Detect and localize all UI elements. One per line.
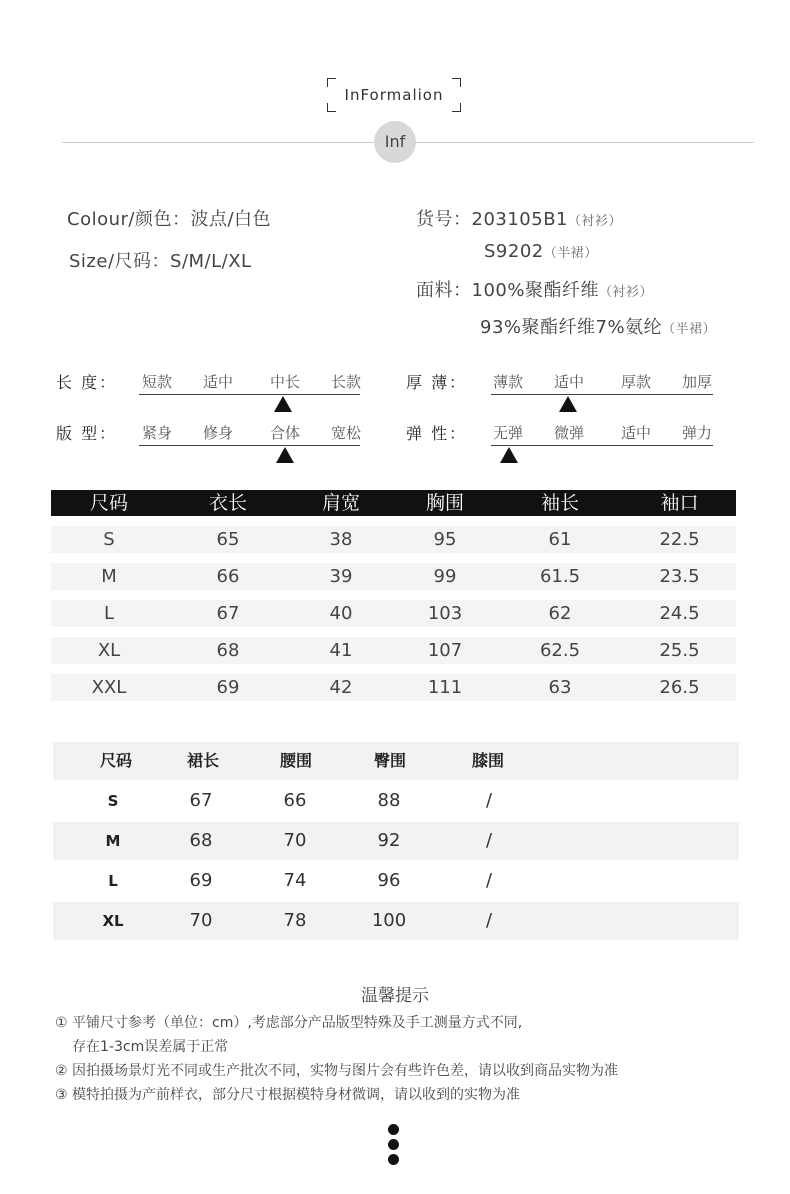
table-cell: 65 — [216, 529, 240, 550]
item-number-shirt: 203105B1 — [471, 209, 569, 230]
fit-scale-line — [139, 445, 360, 446]
elasticity-option: 微弹 — [553, 424, 584, 442]
table-cell: M — [105, 832, 121, 850]
thickness-scale-line — [491, 394, 713, 395]
table-cell: 38 — [329, 529, 353, 550]
table-cell: / — [485, 910, 493, 931]
fabric-skirt-note: （半裙） — [662, 322, 717, 337]
table-cell: M — [101, 566, 117, 587]
length-option: 中长 — [269, 373, 300, 391]
table-cell: 61 — [548, 529, 572, 550]
table-cell: 78 — [283, 910, 307, 931]
item-number-label: 货号： — [416, 209, 472, 230]
fabric-shirt: 100%聚酯纤维 — [471, 280, 599, 301]
fabric-skirt: 93%聚酯纤维7%氨纶 — [480, 317, 663, 338]
table-header-row — [51, 490, 736, 516]
thickness-option: 薄款 — [492, 373, 523, 391]
table-cell: 100 — [371, 910, 407, 931]
table-cell: 107 — [427, 640, 463, 661]
column-header: 袖口 — [660, 492, 699, 514]
table-cell: / — [485, 830, 493, 851]
table-row — [51, 563, 736, 590]
elasticity-label: 弹 性： — [406, 424, 468, 443]
tips-title: 温馨提示 — [361, 986, 429, 1006]
table-cell: 41 — [329, 640, 353, 661]
table-cell: 66 — [283, 790, 307, 811]
table-cell: 40 — [329, 603, 353, 624]
fit-option: 宽松 — [330, 424, 361, 442]
table-cell: 39 — [329, 566, 353, 587]
table-cell: 68 — [189, 830, 213, 851]
table-cell: 68 — [216, 640, 240, 661]
column-header: 腰围 — [279, 751, 312, 770]
table-cell: 69 — [216, 677, 240, 698]
colour-info: Colour/颜色：波点/白色 — [67, 209, 272, 230]
item-number-shirt-note: （衬衫） — [568, 214, 623, 229]
table-cell: 99 — [433, 566, 457, 587]
item-number-line-1 — [416, 205, 622, 231]
table-cell: 63 — [548, 677, 572, 698]
fit-option: 合体 — [269, 424, 300, 442]
table-row — [51, 637, 736, 664]
tip-line: 存在1-3cm误差属于正常 — [72, 1039, 229, 1055]
table-cell: / — [485, 790, 493, 811]
table-cell: 103 — [427, 603, 463, 624]
column-header: 衣长 — [208, 492, 247, 514]
table-cell: 96 — [377, 870, 401, 891]
item-number-line-2 — [484, 241, 598, 262]
frame-corner — [452, 103, 461, 112]
header-badge: Inf — [374, 121, 416, 163]
elasticity-selected-marker — [500, 447, 518, 463]
column-header: 肩宽 — [321, 492, 360, 514]
size-info: Size/尺码：S/M/L/XL — [69, 251, 252, 272]
shirt-size-table — [51, 490, 736, 711]
length-option: 适中 — [202, 373, 233, 391]
thickness-option: 厚款 — [620, 373, 651, 391]
table-row — [53, 902, 739, 940]
more-dots-icon — [388, 1154, 399, 1165]
table-cell: 70 — [283, 830, 307, 851]
table-cell: 24.5 — [659, 603, 700, 624]
fit-option: 紧身 — [141, 424, 172, 442]
table-cell: XXL — [91, 677, 127, 698]
elasticity-option: 弹力 — [681, 424, 712, 442]
tip-line: ② 因拍摄场景灯光不同或生产批次不同，实物与图片会有些许色差，请以收到商品实物为准 — [55, 1063, 618, 1079]
table-row — [53, 862, 739, 900]
table-cell: 67 — [216, 603, 240, 624]
item-number-skirt-note: （半裙） — [543, 246, 598, 261]
length-selected-marker — [274, 396, 292, 412]
table-row — [53, 782, 739, 820]
table-cell: S — [107, 792, 119, 810]
column-header: 膝围 — [471, 751, 504, 770]
table-cell: XL — [97, 640, 121, 661]
column-header: 尺码 — [99, 751, 132, 770]
table-cell: L — [108, 872, 118, 890]
column-header: 袖长 — [540, 492, 579, 514]
length-option: 短款 — [141, 373, 172, 391]
table-cell: 25.5 — [659, 640, 700, 661]
fit-label: 版 型： — [56, 424, 118, 443]
table-row — [51, 674, 736, 701]
table-cell: 61.5 — [539, 566, 581, 587]
fabric-label: 面料： — [416, 280, 472, 301]
table-cell: XL — [102, 912, 124, 930]
length-label: 长 度： — [56, 373, 118, 392]
fit-selected-marker — [276, 447, 294, 463]
table-row — [53, 822, 739, 860]
skirt-size-table — [53, 742, 739, 942]
table-cell: S — [103, 529, 115, 550]
header-title: InFormalion — [344, 86, 444, 104]
thickness-label: 厚 薄： — [406, 373, 468, 392]
more-dots-icon — [388, 1124, 399, 1135]
table-cell: 62.5 — [539, 640, 581, 661]
thickness-option: 适中 — [553, 373, 584, 391]
table-cell: 95 — [433, 529, 457, 550]
table-cell: 92 — [377, 830, 401, 851]
header-frame — [327, 78, 461, 112]
tip-line: ③ 模特拍摄为产前样衣，部分尺寸根据模特身材微调，请以收到的实物为准 — [55, 1087, 520, 1103]
column-header: 裙长 — [186, 751, 219, 770]
fabric-shirt-note: （衬衫） — [598, 285, 653, 300]
thickness-option: 加厚 — [681, 373, 712, 391]
elasticity-option: 适中 — [620, 424, 651, 442]
table-row — [51, 526, 736, 553]
item-number-skirt: S9202 — [484, 241, 544, 262]
length-scale-line — [139, 394, 360, 395]
elasticity-option: 无弹 — [492, 424, 523, 442]
frame-corner — [327, 103, 336, 112]
length-option: 长款 — [330, 373, 361, 391]
table-cell: 22.5 — [659, 529, 700, 550]
table-cell: 70 — [189, 910, 213, 931]
table-row — [51, 600, 736, 627]
table-cell: 111 — [427, 677, 463, 698]
column-header: 臀围 — [373, 751, 406, 770]
more-dots-icon — [388, 1139, 399, 1150]
elasticity-scale-line — [491, 445, 713, 446]
tip-line: ① 平铺尺寸参考（单位：cm）,考虑部分产品版型特殊及手工测量方式不同, — [55, 1015, 523, 1031]
table-cell: 69 — [189, 870, 213, 891]
table-cell: L — [103, 603, 115, 624]
table-cell: 62 — [548, 603, 572, 624]
table-cell: 88 — [377, 790, 401, 811]
table-cell: 42 — [329, 677, 353, 698]
fabric-line-2 — [480, 313, 716, 339]
table-cell: 67 — [189, 790, 213, 811]
column-header: 尺码 — [89, 492, 128, 514]
table-cell: / — [485, 870, 493, 891]
table-cell: 74 — [283, 870, 307, 891]
thickness-selected-marker — [559, 396, 577, 412]
table-cell: 66 — [216, 566, 240, 587]
fit-option: 修身 — [202, 424, 233, 442]
column-header: 胸围 — [425, 492, 464, 514]
fabric-line-1 — [416, 276, 653, 302]
table-header-row — [53, 742, 739, 780]
table-cell: 23.5 — [659, 566, 700, 587]
table-cell: 26.5 — [659, 677, 700, 698]
